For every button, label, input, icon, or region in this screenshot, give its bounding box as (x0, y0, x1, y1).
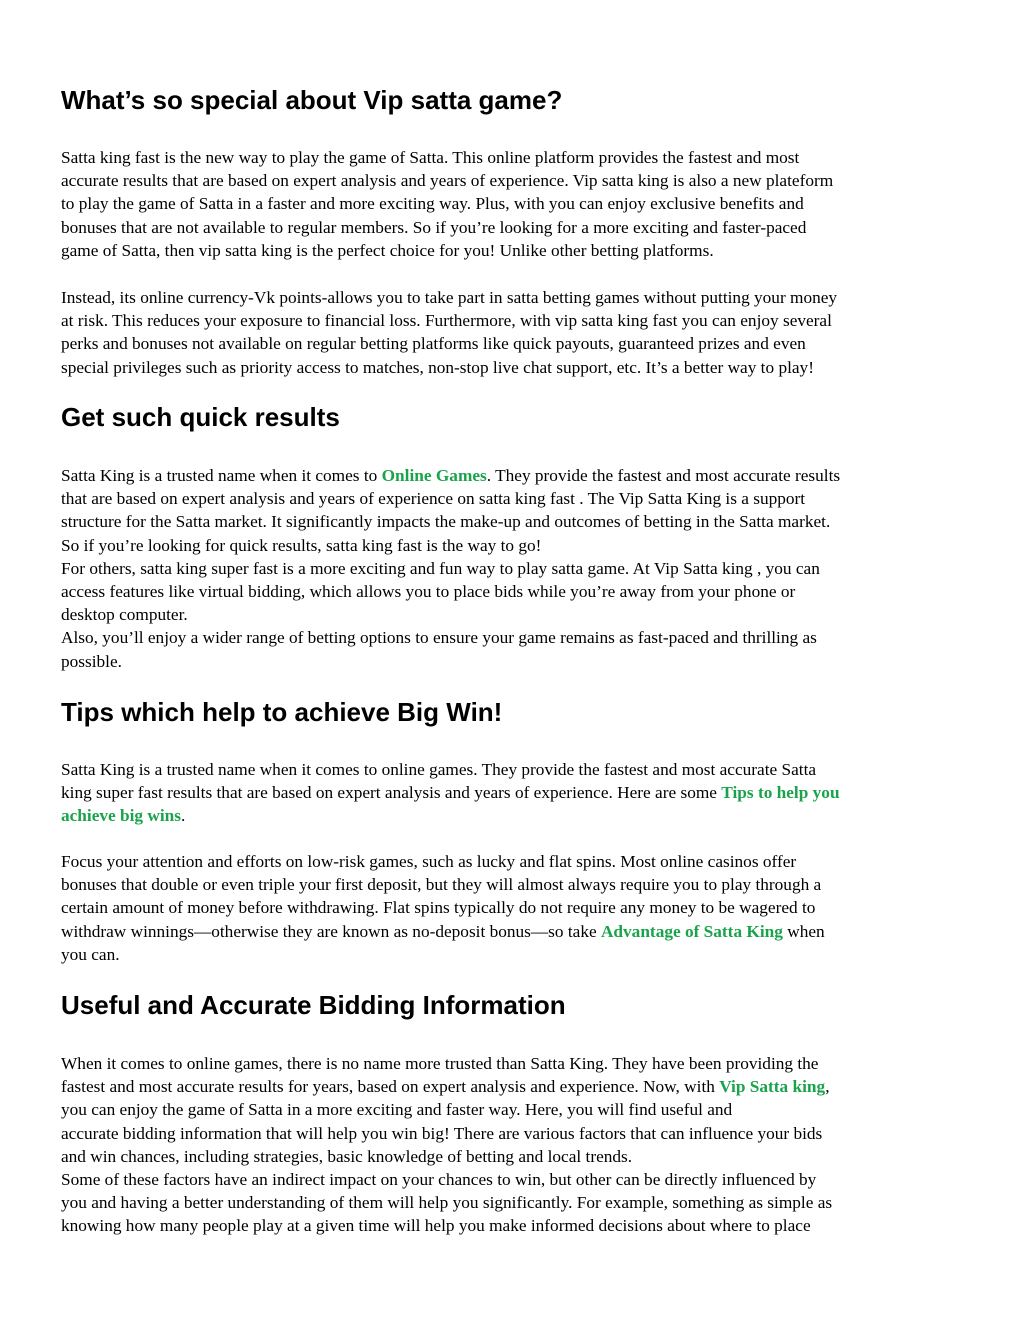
heading-bidding-information: Useful and Accurate Bidding Information (61, 990, 566, 1020)
heading-quick-results: Get such quick results (61, 402, 340, 432)
text-line: certain amount of money before withdrawing. Flat spins typically do not require any money to be wagered to (61, 898, 816, 918)
text-line: knowing how many people play at a given time will help you make informed decisions about where to place (61, 1216, 811, 1236)
text-line: and win chances, including strategies, basic knowledge of betting and local trends. (61, 1146, 633, 1166)
text-line: Also, you’ll enjoy a wider range of betting options to ensure your game remains as fast-paced and thrilling as (61, 628, 817, 648)
text-line: accurate results that are based on expert analysis and years of experience. Vip satta king is also a new plateform (61, 171, 834, 191)
text-line: So if you’re looking for quick results, satta king fast is the way to go! (61, 535, 542, 555)
text-segment: king super fast results that are based on expert analysis and years of experience. Here are some (61, 783, 722, 803)
paragraph (61, 146, 967, 262)
inline-link[interactable]: Tips to help you (721, 783, 840, 803)
text-segment: . (181, 806, 186, 826)
text-line (61, 781, 967, 804)
paragraph (61, 464, 967, 673)
text-line: Some of these factors have an indirect impact on your chances to win, but other can be directly influenced by (61, 1170, 817, 1190)
text-line: at risk. This reduces your exposure to financial loss. Furthermore, with vip satta king fast you can enjoy several (61, 311, 832, 331)
text-line (61, 464, 967, 487)
text-line: Focus your attention and efforts on low-risk games, such as lucky and flat spins. Most online casinos offer (61, 852, 797, 871)
text-line: bonuses that double or even triple your first deposit, but they will almost always require you to play through a (61, 875, 822, 895)
inline-link[interactable]: achieve big wins (61, 806, 182, 826)
paragraph (61, 758, 967, 828)
paragraph (61, 1052, 967, 1238)
text-line: structure for the Satta market. It significantly impacts the make-up and outcomes of betting in the Satta market. (61, 512, 831, 532)
text-line: you can. (61, 944, 120, 964)
text-line: desktop computer. (61, 605, 188, 625)
text-line: you and having a better understanding of them will help you significantly. For example, something as simple as (61, 1193, 833, 1213)
text-line: bonuses that are not available to regular members. So if you’re looking for a more exciting and faster-paced (61, 217, 807, 237)
text-line (61, 920, 967, 943)
text-line: For others, satta king super fast is a more exciting and fun way to play satta game. At Vip Satta king , you can (61, 558, 820, 578)
text-line: Instead, its online currency-Vk points-allows you to take part in satta betting games without putting your money (61, 288, 838, 307)
paragraph (61, 286, 967, 379)
text-line: Satta King is a trusted name when it comes to online games. They provide the fastest and most accurate Satta (61, 760, 817, 779)
paragraph (61, 850, 967, 966)
text-line: perks and bonuses not available on regular betting platforms like quick payouts, guaranteed prizes and even (61, 334, 806, 354)
text-line: game of Satta, then vip satta king is the perfect choice for you! Unlike other betting platforms. (61, 240, 714, 260)
text-line: possible. (61, 651, 122, 671)
text-line: accurate bidding information that will help you win big! There are various factors that can influence your bids (61, 1123, 823, 1143)
text-segment: , (825, 1077, 830, 1097)
heading-vip-satta: What’s so special about Vip satta game? (61, 85, 563, 115)
text-line: Satta king fast is the new way to play the game of Satta. This online platform provides the fastest and most (61, 148, 800, 167)
text-line: When it comes to online games, there is no name more trusted than Satta King. They have been providing the (61, 1054, 819, 1073)
text-line: you can enjoy the game of Satta in a more exciting and faster way. Here, you will find useful and (61, 1100, 733, 1120)
text-line: special privileges such as priority access to matches, non-stop live chat support, etc. It’s a better way to play! (61, 357, 814, 377)
text-segment: withdraw winnings—otherwise they are known as no-deposit bonus—so take (61, 921, 601, 941)
text-segment: when (782, 921, 825, 941)
text-line: access features like virtual bidding, which allows you to place bids while you’re away from your phone or (61, 582, 796, 602)
text-line (61, 1075, 967, 1098)
inline-link[interactable]: Online Games (381, 466, 487, 485)
inline-link[interactable]: Vip Satta king (719, 1077, 826, 1097)
text-line: to play the game of Satta in a faster and more exciting way. Plus, with you can enjoy exclusive benefits and (61, 194, 804, 214)
inline-link[interactable]: Advantage of Satta King (600, 921, 783, 941)
text-segment: . They provide the fastest and most accurate results (486, 466, 841, 485)
text-line: that are based on expert analysis and years of experience on satta king fast . The Vip Satta King is a support (61, 489, 806, 509)
text-segment: Satta King is a trusted name when it comes to (61, 466, 382, 485)
text-line (61, 804, 967, 827)
heading-tips-big-win: Tips which help to achieve Big Win! (61, 697, 503, 727)
text-segment: fastest and most accurate results for years, based on expert analysis and experience. Now, with (61, 1077, 720, 1097)
